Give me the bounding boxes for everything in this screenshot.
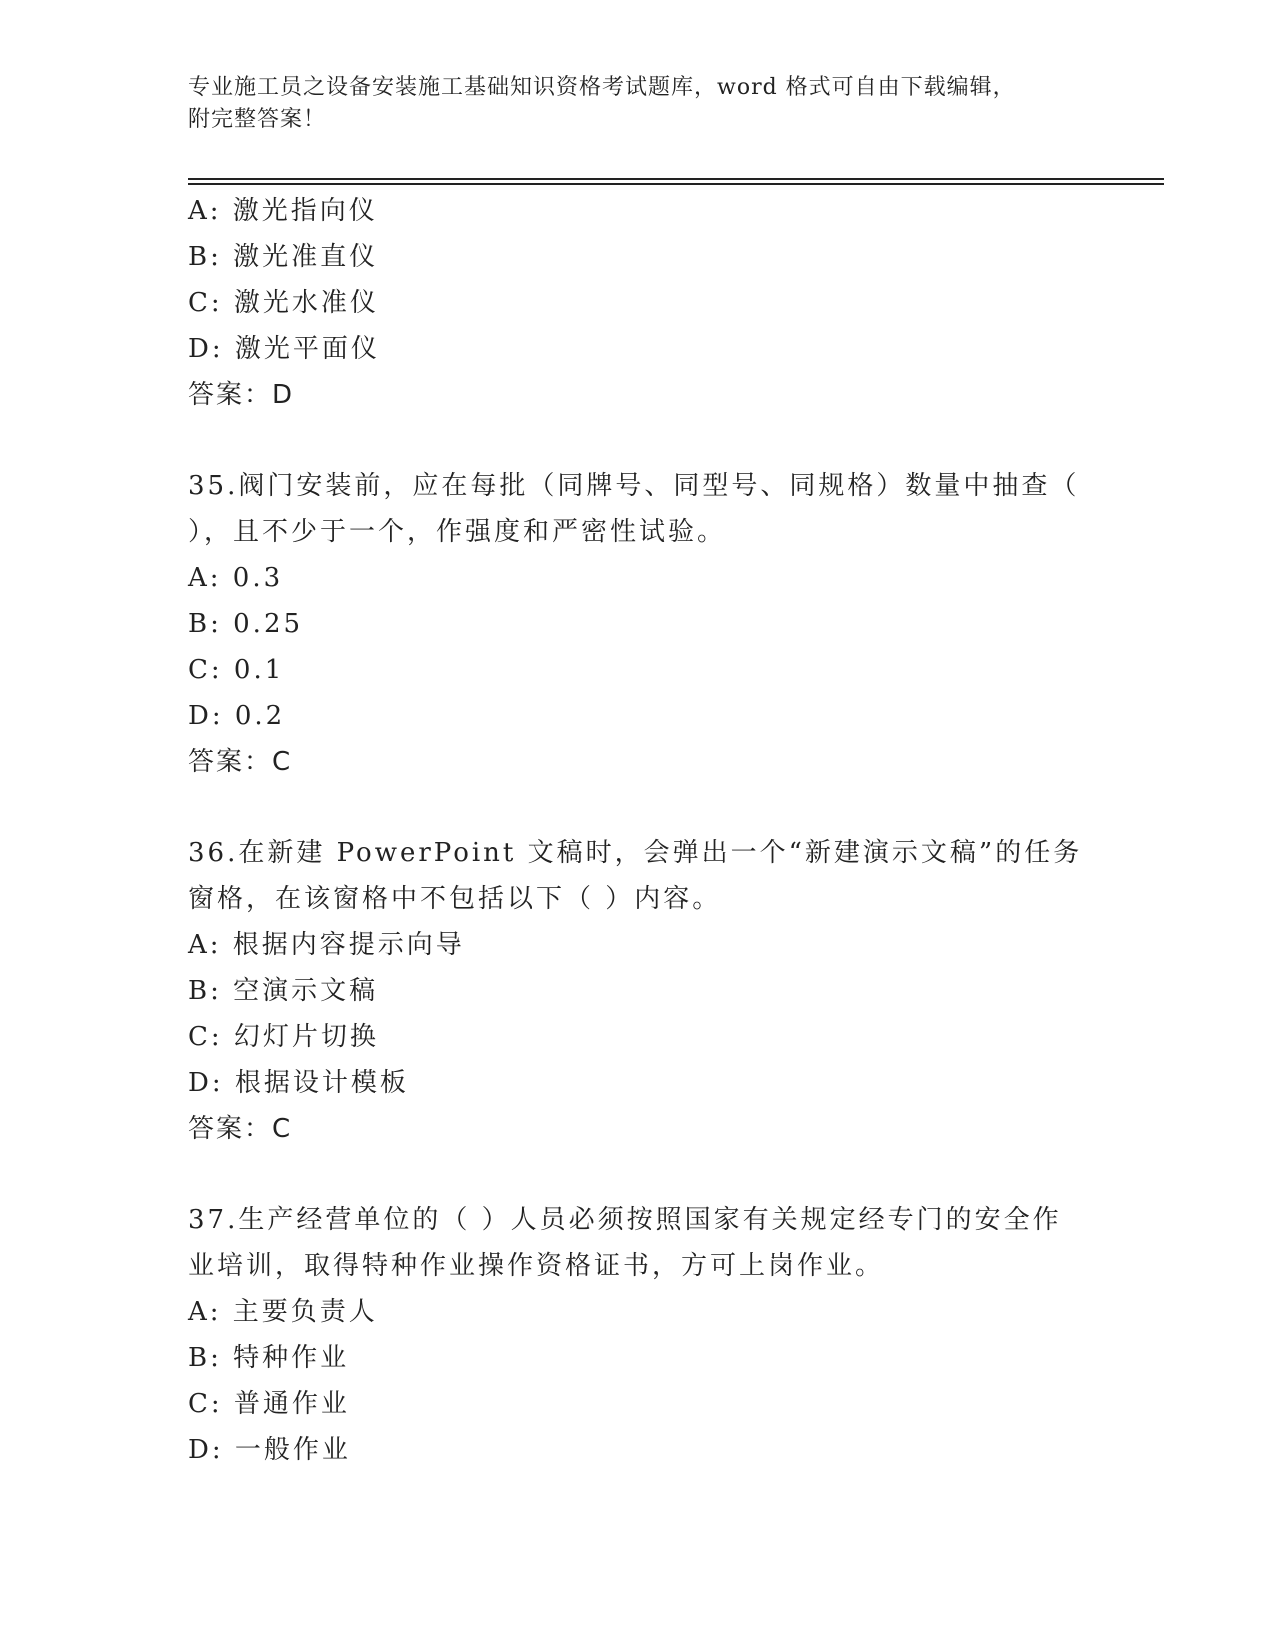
option-c: C: 激光水准仪 <box>188 288 379 318</box>
header-divider-top <box>188 178 1164 180</box>
question-stem-line-1: 35.阀门安装前，应在每批（同牌号、同型号、同规格）数量中抽查（ <box>188 471 1080 501</box>
page-header <box>188 72 1068 136</box>
header-line-1: 专业施工员之设备安装施工基础知识资格考试题库，word 格式可自由下载编辑， <box>188 75 1016 100</box>
option-d: D: 激光平面仪 <box>188 334 380 364</box>
option-b: B: 0.25 <box>188 609 304 639</box>
question-stem-line-1: 37.生产经营单位的（ ）人员必须按照国家有关规定经专门的安全作 <box>188 1205 1062 1235</box>
answer: 答案：C <box>188 1114 293 1144</box>
question-stem-line-2: 窗格，在该窗格中不包括以下（ ）内容。 <box>188 884 722 914</box>
option-d: D: 0.2 <box>188 701 286 731</box>
option-c: C: 普通作业 <box>188 1389 350 1419</box>
option-a: A: 主要负责人 <box>188 1297 378 1327</box>
option-a: A: 激光指向仪 <box>188 196 378 226</box>
question-35 <box>188 463 1088 785</box>
option-a: A: 0.3 <box>188 563 284 593</box>
question-spacer <box>188 418 1088 463</box>
option-c: C: 幻灯片切换 <box>188 1022 379 1052</box>
question-stem-line-2: 业培训，取得特种作业操作资格证书，方可上岗作业。 <box>188 1251 885 1281</box>
question-stem-line-2: ），且不少于一个，作强度和严密性试验。 <box>188 517 727 547</box>
question-spacer <box>188 1152 1088 1197</box>
question-34 <box>188 188 1088 418</box>
answer: 答案：D <box>188 380 295 410</box>
option-b: B: 空演示文稿 <box>188 976 379 1006</box>
option-c: C: 0.1 <box>188 655 285 685</box>
question-list <box>188 188 1088 1473</box>
answer: 答案：C <box>188 747 293 777</box>
header-divider-bottom <box>188 183 1164 185</box>
question-36 <box>188 830 1088 1152</box>
option-d: D: 根据设计模板 <box>188 1068 409 1098</box>
question-37 <box>188 1197 1088 1473</box>
option-a: A: 根据内容提示向导 <box>188 930 465 960</box>
option-b: B: 特种作业 <box>188 1343 350 1373</box>
question-spacer <box>188 785 1088 830</box>
option-b: B: 激光准直仪 <box>188 242 379 272</box>
option-d: D: 一般作业 <box>188 1435 351 1465</box>
header-line-2: 附完整答案！ <box>188 107 327 132</box>
question-stem-line-1: 36.在新建 PowerPoint 文稿时，会弹出一个“新建演示文稿”的任务 <box>188 838 1083 868</box>
